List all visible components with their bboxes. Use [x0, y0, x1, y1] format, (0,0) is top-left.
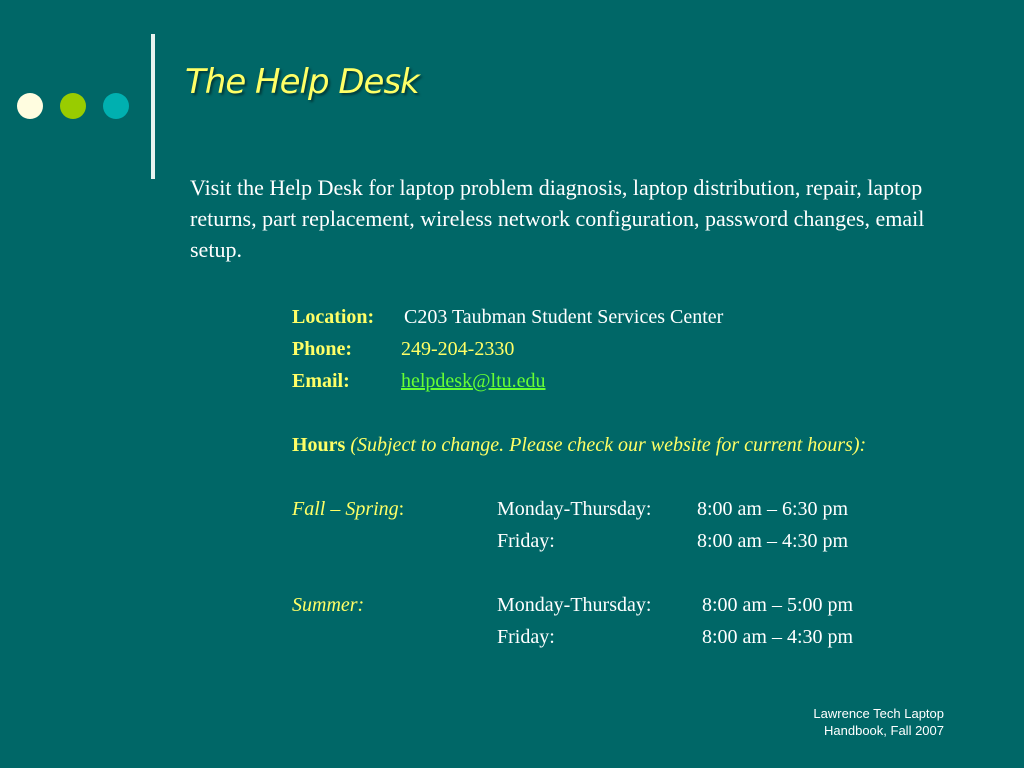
teal-circle-icon — [103, 93, 129, 119]
summer-label: Summer: — [292, 594, 365, 616]
summer-days-2: Friday: — [497, 626, 555, 648]
hours-row — [292, 434, 866, 457]
email-link[interactable]: helpdesk@ltu.edu — [401, 370, 546, 392]
fall-spring-time-2: 8:00 am – 4:30 pm — [697, 530, 849, 552]
location-row — [292, 306, 374, 329]
hours-label: Hours — [292, 434, 346, 456]
phone-value: 249-204-2330 — [401, 338, 515, 360]
slide-footer — [813, 705, 944, 739]
title-divider — [151, 34, 155, 179]
summer-days-1: Monday-Thursday: — [497, 594, 652, 616]
footer-line-2: Handbook, Fall 2007 — [824, 723, 944, 738]
phone-label: Phone: — [292, 338, 352, 360]
summer-time-1: 8:00 am – 5:00 pm — [702, 594, 854, 616]
footer-line-1: Lawrence Tech Laptop — [813, 706, 944, 721]
fall-spring-label-row — [292, 498, 404, 521]
green-circle-icon — [60, 93, 86, 119]
hours-note: (Subject to change. Please check our website for current hours): — [350, 434, 867, 456]
location-value: C203 Taubman Student Services Center — [404, 306, 724, 328]
fall-spring-time-1: 8:00 am – 6:30 pm — [697, 498, 849, 520]
fall-spring-label: Fall – Spring — [292, 498, 399, 520]
cream-circle-icon — [17, 93, 43, 119]
slide-title: The Help Desk — [185, 62, 419, 102]
fall-spring-days-2: Friday: — [497, 530, 555, 552]
location-label: Location: — [292, 306, 375, 328]
intro-paragraph: Visit the Help Desk for laptop problem diagnosis, laptop distribution, repair, laptop returns, part replacement, wireless network configuration, password changes, email setup. — [190, 175, 925, 262]
fall-spring-colon: : — [398, 498, 405, 520]
email-label: Email: — [292, 370, 350, 392]
fall-spring-days-1: Monday-Thursday: — [497, 498, 652, 520]
summer-time-2: 8:00 am – 4:30 pm — [702, 626, 854, 648]
